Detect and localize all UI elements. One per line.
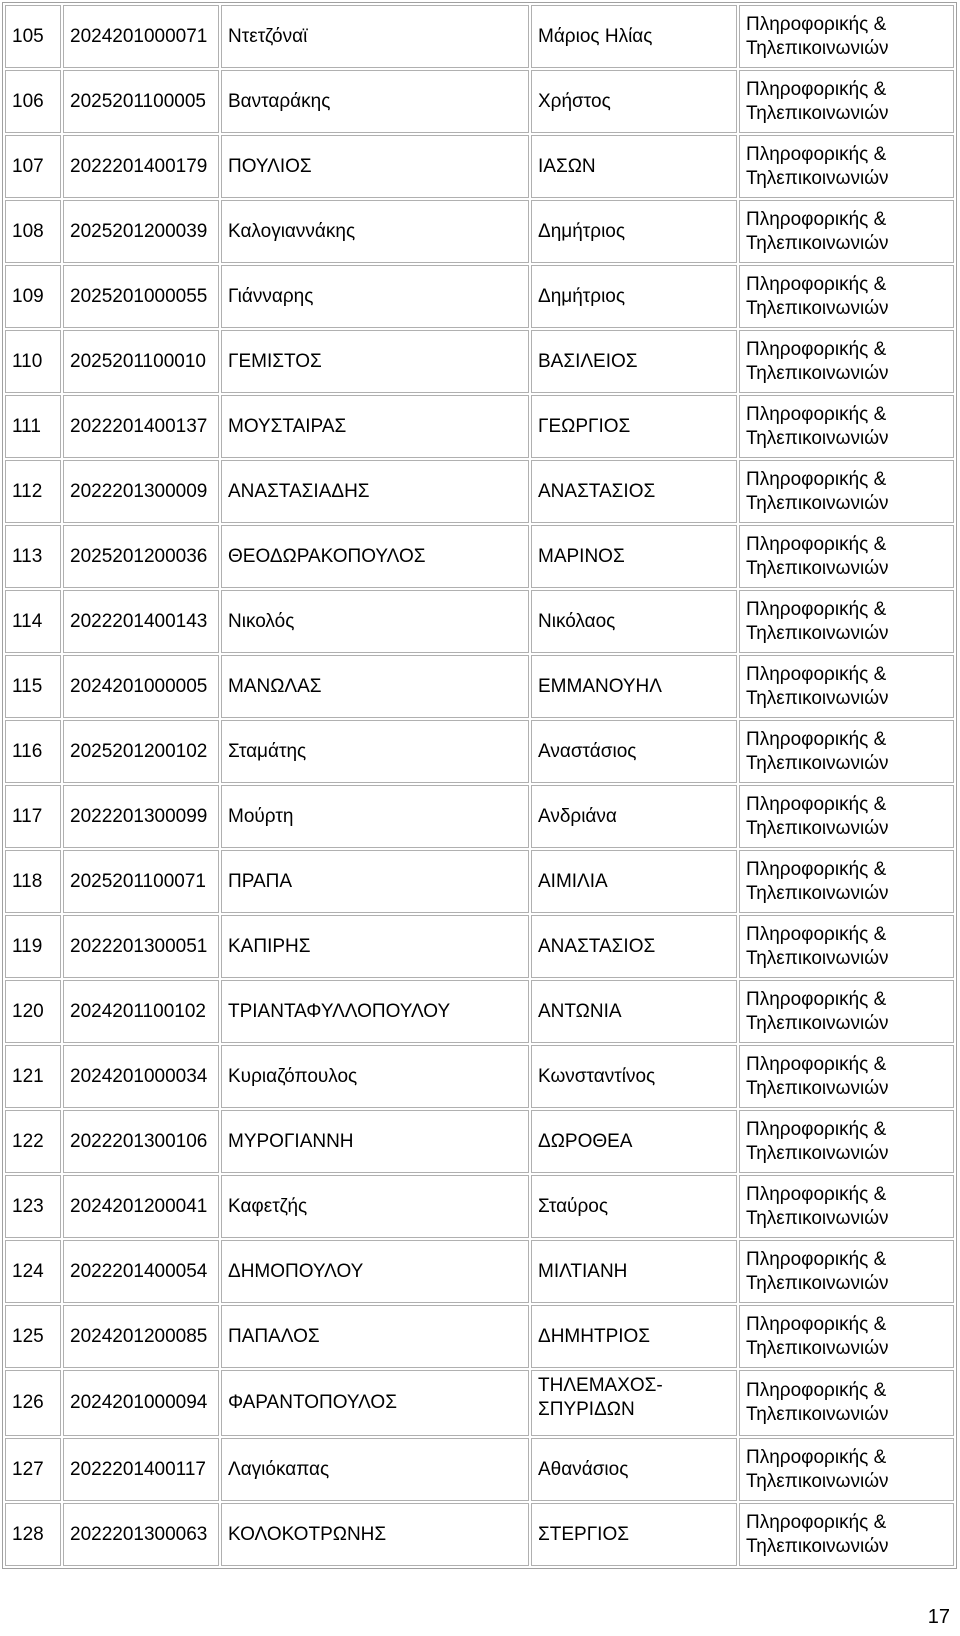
student-id-cell: 2024201200085 (63, 1305, 219, 1368)
surname-cell: ΜΥΡΟΓΙΑΝΝΗ (221, 1110, 529, 1173)
first-name-cell: ΤΗΛΕΜΑΧΟΣ-ΣΠΥΡΙΔΩΝ (531, 1370, 737, 1436)
department-cell: Πληροφορικής & Τηλεπικοινωνιών (739, 1240, 954, 1303)
table-row (5, 330, 954, 393)
results-table-body (5, 5, 954, 1566)
row-number-cell: 115 (5, 655, 61, 718)
surname-cell: ΠΑΠΑΛΟΣ (221, 1305, 529, 1368)
table-row (5, 785, 954, 848)
table-row (5, 590, 954, 653)
first-name-cell: ΓΕΩΡΓΙΟΣ (531, 395, 737, 458)
surname-cell: Καλογιαννάκης (221, 200, 529, 263)
row-number-cell: 118 (5, 850, 61, 913)
student-id-cell: 2022201300106 (63, 1110, 219, 1173)
student-id-cell: 2024201000094 (63, 1370, 219, 1436)
department-cell: Πληροφορικής & Τηλεπικοινωνιών (739, 265, 954, 328)
first-name-cell: ΕΜΜΑΝΟΥΗΛ (531, 655, 737, 718)
student-id-cell: 2024201000071 (63, 5, 219, 68)
department-cell: Πληροφορικής & Τηλεπικοινωνιών (739, 1045, 954, 1108)
first-name-cell: ΜΙΛΤΙΑΝΗ (531, 1240, 737, 1303)
first-name-cell: ΔΗΜΗΤΡΙΟΣ (531, 1305, 737, 1368)
student-id-cell: 2022201400054 (63, 1240, 219, 1303)
row-number-cell: 126 (5, 1370, 61, 1436)
row-number-cell: 105 (5, 5, 61, 68)
row-number-cell: 109 (5, 265, 61, 328)
surname-cell: ΠΡΑΠΑ (221, 850, 529, 913)
surname-cell: ΓΕΜΙΣΤΟΣ (221, 330, 529, 393)
department-cell: Πληροφορικής & Τηλεπικοινωνιών (739, 460, 954, 523)
department-cell: Πληροφορικής & Τηλεπικοινωνιών (739, 525, 954, 588)
first-name-cell: Αθανάσιος (531, 1438, 737, 1501)
row-number-cell: 123 (5, 1175, 61, 1238)
first-name-cell: Δημήτριος (531, 265, 737, 328)
student-id-cell: 2025201100010 (63, 330, 219, 393)
row-number-cell: 127 (5, 1438, 61, 1501)
row-number-cell: 107 (5, 135, 61, 198)
row-number-cell: 117 (5, 785, 61, 848)
table-row (5, 1503, 954, 1566)
surname-cell: Καφετζής (221, 1175, 529, 1238)
student-id-cell: 2025201100071 (63, 850, 219, 913)
row-number-cell: 116 (5, 720, 61, 783)
surname-cell: ΜΟΥΣΤΑΙΡΑΣ (221, 395, 529, 458)
table-row (5, 850, 954, 913)
page-number: 17 (927, 1606, 950, 1628)
surname-cell: Γιάνναρης (221, 265, 529, 328)
results-table-container (2, 2, 960, 1569)
row-number-cell: 119 (5, 915, 61, 978)
department-cell: Πληροφορικής & Τηλεπικοινωνιών (739, 1110, 954, 1173)
department-cell: Πληροφορικής & Τηλεπικοινωνιών (739, 5, 954, 68)
surname-cell: Νικολός (221, 590, 529, 653)
student-id-cell: 2025201200102 (63, 720, 219, 783)
row-number-cell: 120 (5, 980, 61, 1043)
department-cell: Πληροφορικής & Τηλεπικοινωνιών (739, 1503, 954, 1566)
table-row (5, 1305, 954, 1368)
surname-cell: ΔΗΜΟΠΟΥΛΟΥ (221, 1240, 529, 1303)
first-name-cell: Νικόλαος (531, 590, 737, 653)
surname-cell: ΚΟΛΟΚΟΤΡΩΝΗΣ (221, 1503, 529, 1566)
department-cell: Πληροφορικής & Τηλεπικοινωνιών (739, 1438, 954, 1501)
student-id-cell: 2024201100102 (63, 980, 219, 1043)
department-cell: Πληροφορικής & Τηλεπικοινωνιών (739, 1305, 954, 1368)
table-row (5, 720, 954, 783)
student-id-cell: 2024201000005 (63, 655, 219, 718)
surname-cell: ΜΑΝΩΛΑΣ (221, 655, 529, 718)
row-number-cell: 106 (5, 70, 61, 133)
first-name-cell: Χρήστος (531, 70, 737, 133)
row-number-cell: 122 (5, 1110, 61, 1173)
student-id-cell: 2022201300099 (63, 785, 219, 848)
student-id-cell: 2022201400117 (63, 1438, 219, 1501)
department-cell: Πληροφορικής & Τηλεπικοινωνιών (739, 1175, 954, 1238)
table-row (5, 980, 954, 1043)
row-number-cell: 125 (5, 1305, 61, 1368)
surname-cell: ΚΑΠΙΡΗΣ (221, 915, 529, 978)
surname-cell: Σταμάτης (221, 720, 529, 783)
department-cell: Πληροφορικής & Τηλεπικοινωνιών (739, 655, 954, 718)
table-row (5, 1240, 954, 1303)
table-row (5, 265, 954, 328)
surname-cell: ΘΕΟΔΩΡΑΚΟΠΟΥΛΟΣ (221, 525, 529, 588)
table-row (5, 1045, 954, 1108)
student-id-cell: 2022201300063 (63, 1503, 219, 1566)
table-row (5, 70, 954, 133)
table-row (5, 1110, 954, 1173)
department-cell: Πληροφορικής & Τηλεπικοινωνιών (739, 980, 954, 1043)
row-number-cell: 128 (5, 1503, 61, 1566)
first-name-cell: ΑΝΑΣΤΑΣΙΟΣ (531, 460, 737, 523)
first-name-cell: ΑΙΜΙΛΙΑ (531, 850, 737, 913)
first-name-cell: ΔΩΡΟΘΕΑ (531, 1110, 737, 1173)
first-name-cell: Μάριος Ηλίας (531, 5, 737, 68)
first-name-cell: Δημήτριος (531, 200, 737, 263)
department-cell: Πληροφορικής & Τηλεπικοινωνιών (739, 330, 954, 393)
student-id-cell: 2024201000034 (63, 1045, 219, 1108)
table-row (5, 395, 954, 458)
row-number-cell: 112 (5, 460, 61, 523)
student-id-cell: 2022201300009 (63, 460, 219, 523)
first-name-cell: ΙΑΣΩΝ (531, 135, 737, 198)
first-name-cell: Σταύρος (531, 1175, 737, 1238)
surname-cell: Μούρτη (221, 785, 529, 848)
row-number-cell: 111 (5, 395, 61, 458)
department-cell: Πληροφορικής & Τηλεπικοινωνιών (739, 395, 954, 458)
table-row (5, 1370, 954, 1436)
student-id-cell: 2025201100005 (63, 70, 219, 133)
department-cell: Πληροφορικής & Τηλεπικοινωνιών (739, 785, 954, 848)
row-number-cell: 114 (5, 590, 61, 653)
department-cell: Πληροφορικής & Τηλεπικοινωνιών (739, 850, 954, 913)
row-number-cell: 108 (5, 200, 61, 263)
department-cell: Πληροφορικής & Τηλεπικοινωνιών (739, 200, 954, 263)
student-id-cell: 2025201200039 (63, 200, 219, 263)
table-row (5, 525, 954, 588)
row-number-cell: 113 (5, 525, 61, 588)
surname-cell: ΤΡΙΑΝΤΑΦΥΛΛΟΠΟΥΛΟΥ (221, 980, 529, 1043)
student-id-cell: 2024201200041 (63, 1175, 219, 1238)
surname-cell: Κυριαζόπουλος (221, 1045, 529, 1108)
first-name-cell: Αναστάσιος (531, 720, 737, 783)
department-cell: Πληροφορικής & Τηλεπικοινωνιών (739, 135, 954, 198)
student-id-cell: 2022201400143 (63, 590, 219, 653)
results-table (2, 2, 957, 1569)
first-name-cell: ΒΑΣΙΛΕΙΟΣ (531, 330, 737, 393)
table-row (5, 915, 954, 978)
surname-cell: Βανταράκης (221, 70, 529, 133)
student-id-cell: 2022201300051 (63, 915, 219, 978)
department-cell: Πληροφορικής & Τηλεπικοινωνιών (739, 590, 954, 653)
first-name-cell: ΣΤΕΡΓΙΟΣ (531, 1503, 737, 1566)
surname-cell: ΑΝΑΣΤΑΣΙΑΔΗΣ (221, 460, 529, 523)
row-number-cell: 110 (5, 330, 61, 393)
first-name-cell: ΑΝΑΣΤΑΣΙΟΣ (531, 915, 737, 978)
first-name-cell: Ανδριάνα (531, 785, 737, 848)
table-row (5, 1175, 954, 1238)
surname-cell: Λαγιόκαπας (221, 1438, 529, 1501)
table-row (5, 655, 954, 718)
surname-cell: ΦΑΡΑΝΤΟΠΟΥΛΟΣ (221, 1370, 529, 1436)
table-row (5, 200, 954, 263)
student-id-cell: 2022201400137 (63, 395, 219, 458)
department-cell: Πληροφορικής & Τηλεπικοινωνιών (739, 70, 954, 133)
student-id-cell: 2025201000055 (63, 265, 219, 328)
surname-cell: Ντετζόναϊ (221, 5, 529, 68)
department-cell: Πληροφορικής & Τηλεπικοινωνιών (739, 915, 954, 978)
department-cell: Πληροφορικής & Τηλεπικοινωνιών (739, 720, 954, 783)
student-id-cell: 2022201400179 (63, 135, 219, 198)
row-number-cell: 124 (5, 1240, 61, 1303)
surname-cell: ΠΟΥΛΙΟΣ (221, 135, 529, 198)
table-row (5, 5, 954, 68)
first-name-cell: Κωνσταντίνος (531, 1045, 737, 1108)
row-number-cell: 121 (5, 1045, 61, 1108)
student-id-cell: 2025201200036 (63, 525, 219, 588)
table-row (5, 1438, 954, 1501)
first-name-cell: ΜΑΡΙΝΟΣ (531, 525, 737, 588)
first-name-cell: ΑΝΤΩΝΙΑ (531, 980, 737, 1043)
table-row (5, 460, 954, 523)
table-row (5, 135, 954, 198)
department-cell: Πληροφορικής & Τηλεπικοινωνιών (739, 1370, 954, 1436)
